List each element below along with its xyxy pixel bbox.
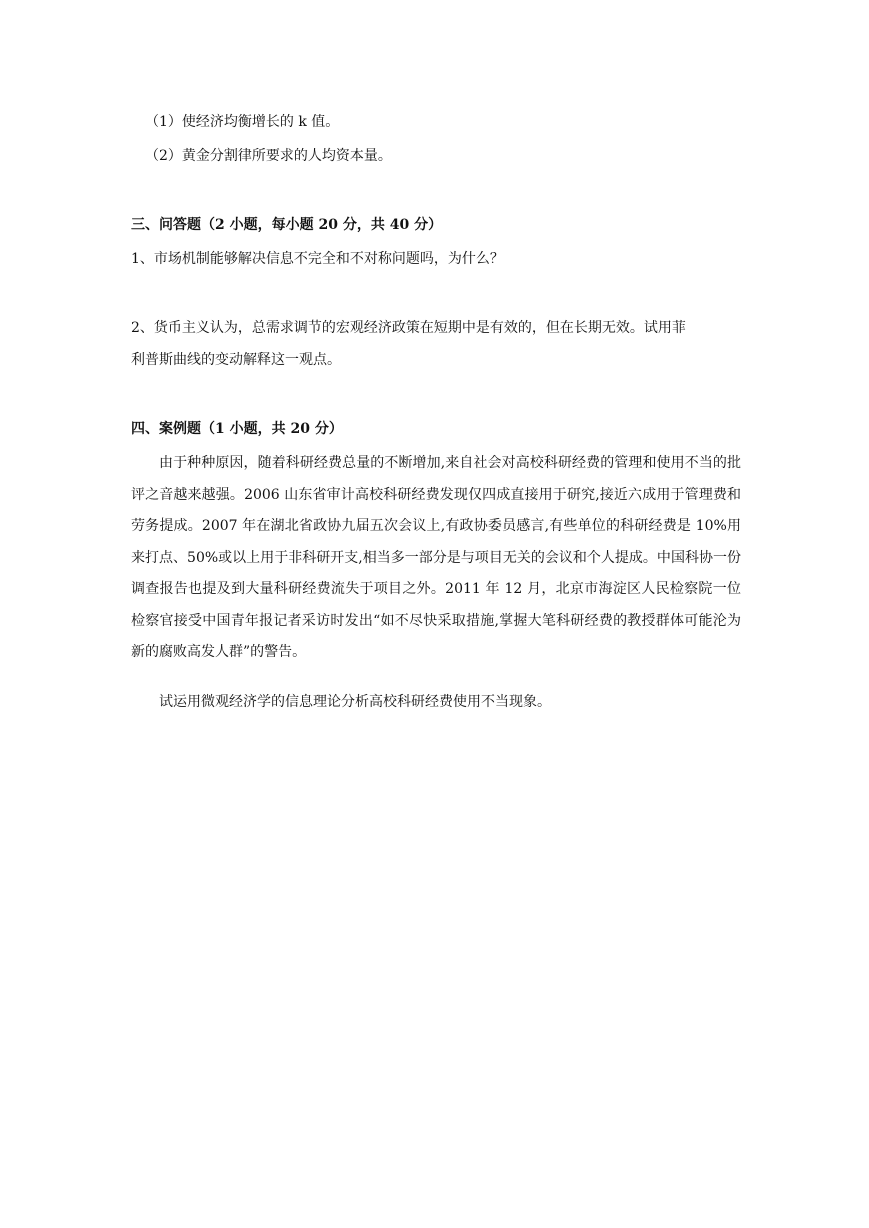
sub-question-1: （1）使经济均衡增长的 k 值。 bbox=[145, 114, 340, 130]
section-four-heading: 四、案例题（1 小题，共 20 分） bbox=[131, 421, 343, 437]
question-2-line-2: 利普斯曲线的变动解释这一观点。 bbox=[131, 352, 341, 368]
case-question: 试运用微观经济学的信息理论分析高校科研经费使用不当现象。 bbox=[159, 694, 551, 710]
sub-question-2: （2）黄金分割律所要求的人均资本量。 bbox=[145, 148, 392, 164]
question-1: 1、市场机制能够解决信息不完全和不对称问题吗，为什么？ bbox=[131, 251, 504, 267]
question-2-line-1: 2、货币主义认为，总需求调节的宏观经济政策在短期中是有效的，但在长期无效。试用菲 bbox=[131, 320, 686, 336]
section-three-heading: 三、问答题（2 小题，每小题 20 分，共 40 分） bbox=[131, 217, 443, 233]
case-paragraph: 由于种种原因，随着科研经费总量的不断增加,来自社会对高校科研经费的管理和使用不当的批评之音越来越强。2006 山东省审计高校科研经费发现仅四成直接用于研究,接近六成用于管理费和劳务提成。2007 年在湖北省政协九届五次会议上,有政协委员感言,有些单位的科研经费是 10%用来打点、50%或以上用于非科研开支,相当多一部分是与项目无关的会议和个人提成。中国科协一份调查报告也提及到大量科研经费流失于项目之外。2011 年 12 月，北京市海淀区人民检察院一位检察官接受中国青年报记者采访时发出“如不尽快采取措施,掌握大笔科研经费的教授群体可能沦为新的腐败高发人群”的警告。 bbox=[131, 455, 741, 660]
